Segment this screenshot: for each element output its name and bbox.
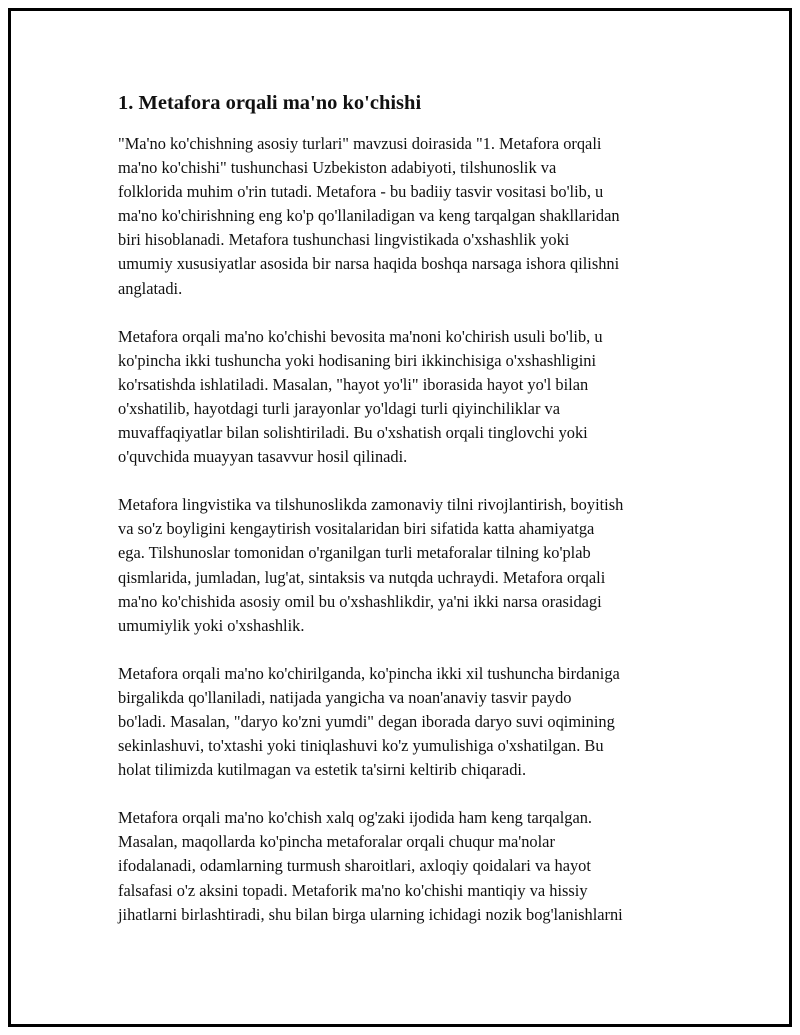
paragraph — [118, 493, 690, 638]
paragraph — [118, 662, 690, 782]
paragraph-line: Metafora orqali ma'no ko'chirilganda, ko'pincha ikki xil tushuncha birdaniga — [118, 663, 620, 683]
paragraph-line: va so'z boyligini kengaytirish vositalaridan biri sifatida katta ahamiyatga — [118, 519, 595, 539]
document-body — [118, 88, 690, 951]
paragraph-line: jihatlarni birlashtiradi, shu bilan birga ularning ichidagi nozik bog'lanishlarni — [118, 904, 623, 924]
paragraph — [118, 132, 690, 301]
paragraph-line: Masalan, maqollarda ko'pincha metaforalar orqali chuqur ma'nolar — [118, 832, 555, 852]
paragraph-line: Metafora orqali ma'no ko'chishi bevosita ma'noni ko'chirish usuli bo'lib, u — [118, 326, 603, 346]
paragraph — [118, 806, 690, 926]
paragraph-line: Metafora orqali ma'no ko'chish xalq og'zaki ijodida ham keng tarqalgan. — [118, 808, 593, 828]
paragraph-line: holat tilimizda kutilmagan va estetik ta'sirni keltirib chiqaradi. — [118, 760, 527, 780]
paragraph-line: o'xshatilib, hayotdagi turli jarayonlar yo'ldagi turli qiyinchiliklar va — [118, 398, 560, 418]
paragraph-line: biri hisoblanadi. Metafora tushunchasi lingvistikada o'xshashlik yoki — [118, 230, 570, 250]
paragraph-line: sekinlashuvi, to'xtashi yoki tiniqlashuvi ko'z yumulishiga o'xshatilgan. Bu — [118, 736, 604, 756]
paragraph-line: muvaffaqiyatlar bilan solishtiriladi. Bu o'xshatish orqali tinglovchi yoki — [118, 423, 588, 443]
paragraph-line: ma'no ko'chishida asosiy omil bu o'xshashlikdir, ya'ni ikki narsa orasidagi — [118, 591, 602, 611]
paragraph-line: umumiylik yoki o'xshashlik. — [118, 615, 305, 635]
paragraph-line: Metafora lingvistika va tilshunoslikda zamonaviy tilni rivojlantirish, boyitish — [118, 495, 624, 515]
paragraph-line: o'quvchida muayyan tasavvur hosil qilinadi. — [118, 447, 408, 467]
paragraph-line: ko'pincha ikki tushuncha yoki hodisaning biri ikkinchisiga o'xshashligini — [118, 350, 597, 370]
document-title: 1. Metafora orqali ma'no ko'chishi — [118, 92, 422, 114]
paragraph-line: birgalikda qo'llaniladi, natijada yangicha va noan'anaviy tasvir paydo — [118, 687, 572, 707]
paragraph-line: ma'no ko'chishi" tushunchasi Uzbekiston adabiyoti, tilshunoslik va — [118, 158, 557, 178]
paragraph-line: ko'rsatishda ishlatiladi. Masalan, "hayot yo'li" iborasida hayot yo'l bilan — [118, 374, 589, 394]
paragraph-line: "Ma'no ko'chishning asosiy turlari" mavzusi doirasida "1. Metafora orqali — [118, 134, 602, 153]
paragraph-line: ma'no ko'chirishning eng ko'p qo'llaniladigan va keng tarqalgan shakllaridan — [118, 206, 620, 226]
paragraph-line: anglatadi. — [118, 278, 183, 298]
paragraph — [118, 325, 690, 470]
paragraph-line: ega. Tilshunoslar tomonidan o'rganilgan turli metaforalar tilning ko'plab — [118, 543, 591, 563]
paragraph-line: qismlarida, jumladan, lug'at, sintaksis va nutqda uchraydi. Metafora orqali — [118, 567, 606, 587]
paragraph-line: folklorida muhim o'rin tutadi. Metafora - bu badiiy tasvir vositasi bo'lib, u — [118, 182, 604, 202]
paragraphs-container — [118, 132, 690, 927]
paragraph-line: bo'ladi. Masalan, "daryo ko'zni yumdi" degan iborada daryo suvi oqimining — [118, 711, 615, 731]
paragraph-line: falsafasi o'z aksini topadi. Metaforik ma'no ko'chishi mantiqiy va hissiy — [118, 880, 588, 900]
paragraph-line: umumiy xususiyatlar asosida bir narsa haqida boshqa narsaga ishora qilishni — [118, 254, 620, 274]
paragraph-line: ifodalanadi, odamlarning turmush sharoitlari, axloqiy qoidalari va hayot — [118, 856, 591, 876]
